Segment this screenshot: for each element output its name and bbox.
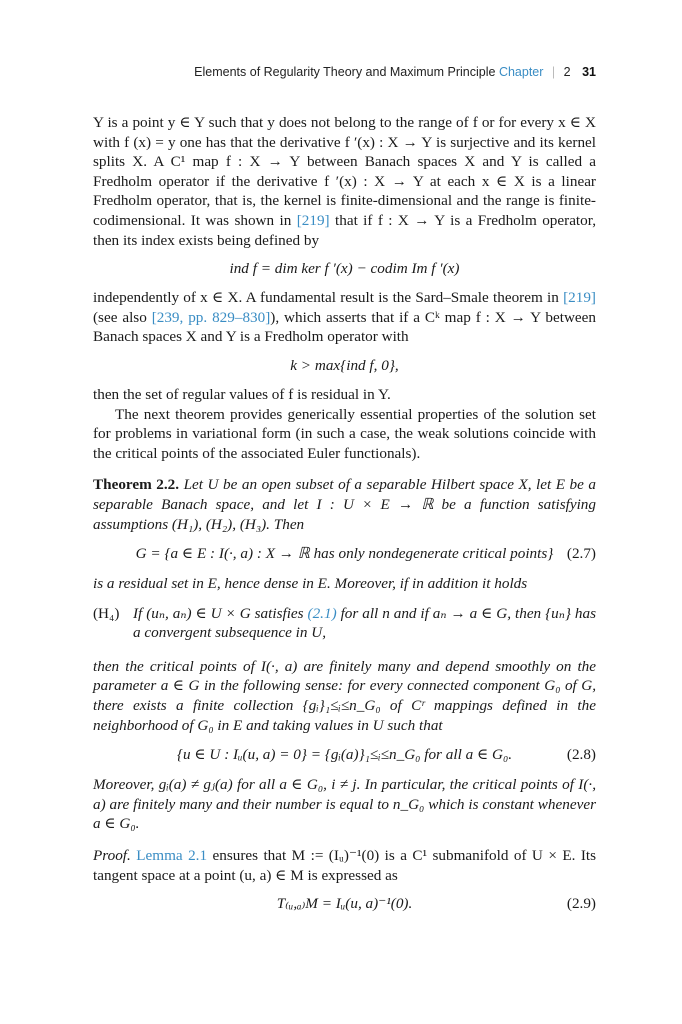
- proof-paragraph: Proof. Lemma 2.1 ensures that M := (Iᵤ)⁻¹(0) is a C¹ submanifold of U × E. Its tangent space at a point (u, a) ∈ M is expressed as: [93, 847, 597, 884]
- book-title: Elements of Regularity Theory and Maximum Principle: [194, 65, 496, 79]
- citation-239[interactable]: [239, pp. 829–830]: [151, 308, 271, 326]
- paragraph-1: Y is a point y ∈ Y such that y does not belong to the range of f or for every x ∈ X with f (x) = y one has that the derivative f ′(x) : X → Y is surjective and its kernel splits X. A C¹ map f : X → Y between Banach spaces X and Y is called a Fredholm operator if the derivative f ′(x) : X → Y at each x ∈ X is a linear Fredholm operator, that is, the kernel is finite-dimensional and the range is finite-codimensional. It was shown in [219] that if f : X → Y is a Fredholm operator, then its index exists being defined by: [93, 114, 596, 249]
- equation-number: (2.7): [566, 545, 596, 563]
- equation-index: ind f = dim ker f ′(x) − codim Im f ′(x): [229, 260, 460, 278]
- running-header: [0, 65, 596, 79]
- equation-number: (2.9): [566, 895, 596, 913]
- paragraph-2: independently of x ∈ X. A fundamental result is the Sard–Smale theorem in [219] (see also [239, pp. 829–830]), which asserts that if a Cᵏ map f : X → Y between Banach spaces X and Y is a Fredholm operator with: [93, 289, 596, 346]
- theorem-2-2: [93, 475, 596, 834]
- theorem-moreover: Moreover, gᵢ(a) ≠ gⱼ(a) for all a ∈ G₀, i ≠ j. In particular, the critical points of I(·, a) are finitely many and their number is equal to n_G₀ which is constant whenever a ∈ G₀.: [93, 776, 596, 833]
- equation-2-9: T₍ᵤ,ₐ₎M = Iᵤ(u, a)⁻¹(0). (2.9): [276, 895, 596, 913]
- equation-2-7: G = {a ∈ E : I(·, a) : X → ℝ has only nondegenerate critical points} (2.7): [135, 545, 596, 563]
- chapter-number: 2: [563, 65, 571, 79]
- theorem-label: Theorem 2.2.: [93, 476, 180, 494]
- page-body: [93, 113, 596, 923]
- paragraph-4: The next theorem provides generically essential properties of the solution set for problems in variational form (in such a case, the weak solutions coincide with the critical points of the associated Euler functionals).: [93, 405, 596, 462]
- citation-219[interactable]: [219]: [296, 211, 330, 229]
- h4-label: (H₄): [93, 604, 120, 622]
- hypothesis-h4: (H₄) If (uₙ, aₙ) ∈ U × G satisfies (2.1) for all n and if aₙ → a ∈ G, then {uₙ} has a convergent subsequence in U,: [93, 604, 597, 642]
- equation-number: (2.8): [566, 746, 596, 764]
- citation-219[interactable]: [219]: [563, 289, 596, 307]
- equation-ref-2-1[interactable]: (2.1): [307, 604, 337, 622]
- header-separator: |: [551, 65, 556, 79]
- theorem-residual: is a residual set in E, hence dense in E. Moreover, if in addition it holds: [93, 575, 528, 593]
- theorem-conclusion: then the critical points of I(·, a) are finitely many and depend smoothly on the parameter a ∈ G in the following sense: for every connected component G₀ of G, there exists a finite collection {gᵢ}₁≤ᵢ≤n_G₀ of Cʳ mappings defined in the neighborhood of G₀ in E and taking values in U such that: [93, 657, 596, 734]
- theorem-statement: Theorem 2.2. Let U be an open subset of a separable Hilbert space X, let E be a separable Banach space, and let I : U × E → ℝ be a function satisfying assumptions (H₁), (H₂), (H₃). Then: [93, 476, 596, 533]
- lemma-2-1-link[interactable]: Lemma 2.1: [136, 847, 208, 865]
- proof-label: Proof.: [93, 847, 131, 865]
- equation-2-8: {u ∈ U : Iᵤ(u, a) = 0} = {gᵢ(a)}₁≤ᵢ≤n_G₀ for all a ∈ G₀. (2.8): [176, 746, 596, 764]
- equation-k: k > max{ind f, 0},: [290, 357, 399, 375]
- page-number: 31: [582, 65, 596, 79]
- paragraph-3: then the set of regular values of f is residual in Y.: [93, 385, 391, 403]
- chapter-label: Chapter: [498, 65, 544, 79]
